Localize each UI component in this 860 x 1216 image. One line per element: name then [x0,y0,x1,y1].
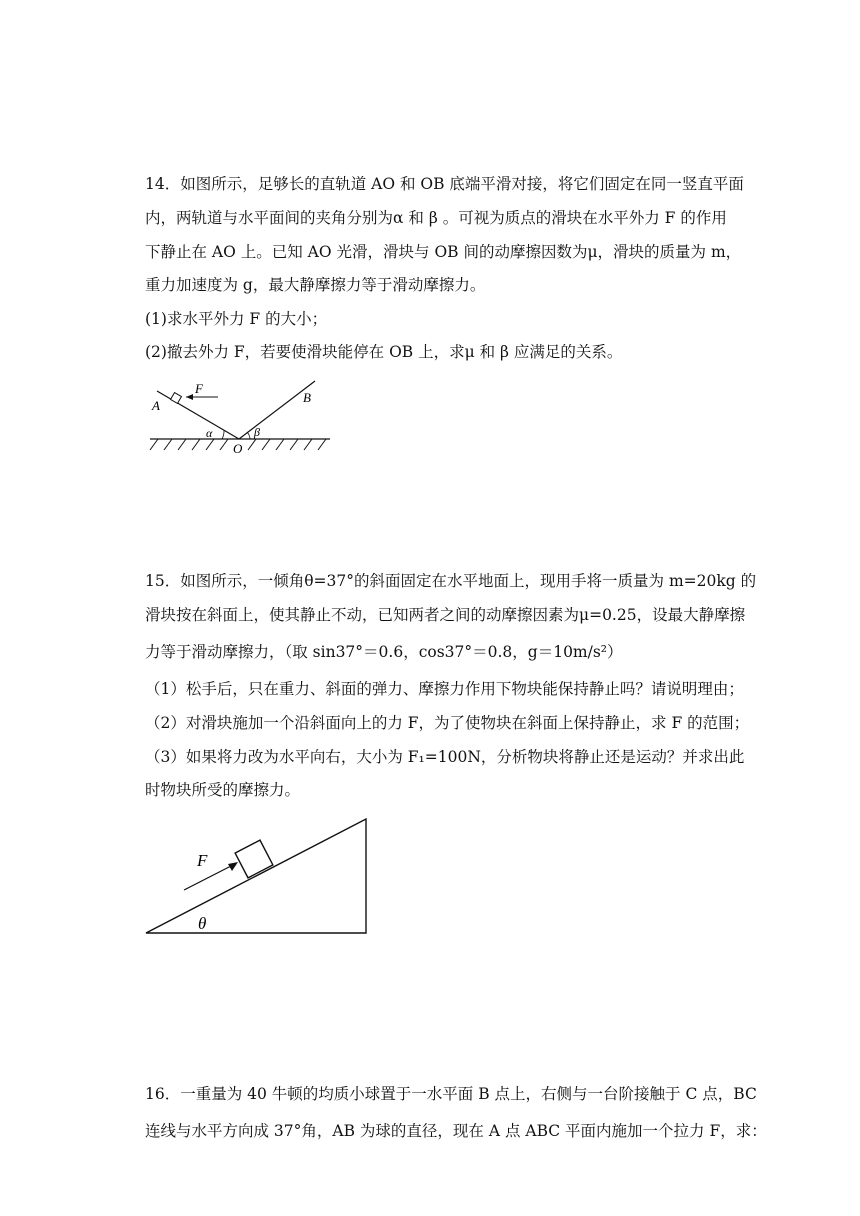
q14-line-1: 14．如图所示，足够长的直轨道 AO 和 OB 底端平滑对接，将它们固定在同一竖直平面 [145,175,744,193]
slider-block [171,393,182,404]
label-beta: β [254,425,260,439]
track-ao [157,391,239,439]
label-alpha: α [206,426,213,440]
q15-line-6: （3）如果将力改为水平向右，大小为 F₁=100N，分析物块将静止还是运动？并求出此 [145,748,745,766]
q14-line-6: (2)撤去外力 F，若要使滑块能停在 OB 上，求μ 和 β 应满足的关系。 [145,343,623,361]
q15-line-7: 时物块所受的摩擦力。 [145,781,301,799]
q14-line-5: (1)求水平外力 F 的大小； [145,310,328,328]
block-on-incline [235,840,273,878]
force-arrowhead [228,862,238,871]
label-a: A [152,398,160,413]
label-theta: θ [198,914,207,933]
q15-line-4: （1）松手后，只在重力、斜面的弹力、摩擦力作用下物块能保持静止吗？请说明理由； [145,680,744,698]
q14-figure [145,378,345,458]
alpha-arc [222,430,224,439]
q14-line-4: 重力加速度为 g，最大静摩擦力等于滑动摩擦力。 [145,276,486,294]
beta-arc [247,432,250,439]
label-f: F [197,851,208,870]
label-f: F [195,381,203,396]
force-arrow [184,866,231,890]
q15-figure [140,814,370,939]
q14-line-3: 下静止在 AO 上。已知 AO 光滑，滑块与 OB 间的动摩擦因数为μ，滑块的质量为 m， [145,243,742,261]
q15-line-3: 力等于滑动摩擦力，（取 sin37°＝0.6，cos37°＝0.8，g＝10m/s²） [145,643,623,661]
q16-line-2: 连线与水平方向成 37°角，AB 为球的直径，现在 A 点 ABC 平面内施加一个拉力 F，求： [145,1122,767,1140]
incline-triangle [146,819,366,933]
q15-line-2: 滑块按在斜面上，使其静止不动，已知两者之间的动摩擦因素为μ=0.25，设最大静摩擦 [145,606,746,624]
q14-line-2: 内，两轨道与水平面间的夹角分别为α 和 β 。可视为质点的滑块在水平外力 F 的作用 [145,209,727,227]
force-arrowhead [186,394,193,400]
q15-line-5: （2）对滑块施加一个沿斜面向上的力 F，为了使物块在斜面上保持静止，求 F 的范围； [145,714,750,732]
label-o: O [233,441,243,456]
q16-line-1: 16．一重量为 40 牛顿的均质小球置于一水平面 B 点上，右侧与一台阶接触于 C 点，BC [145,1085,757,1103]
label-b: B [303,390,311,405]
q15-line-1: 15．如图所示，一倾角θ=37°的斜面固定在水平地面上，现用手将一质量为 m=20kg 的 [145,572,757,590]
